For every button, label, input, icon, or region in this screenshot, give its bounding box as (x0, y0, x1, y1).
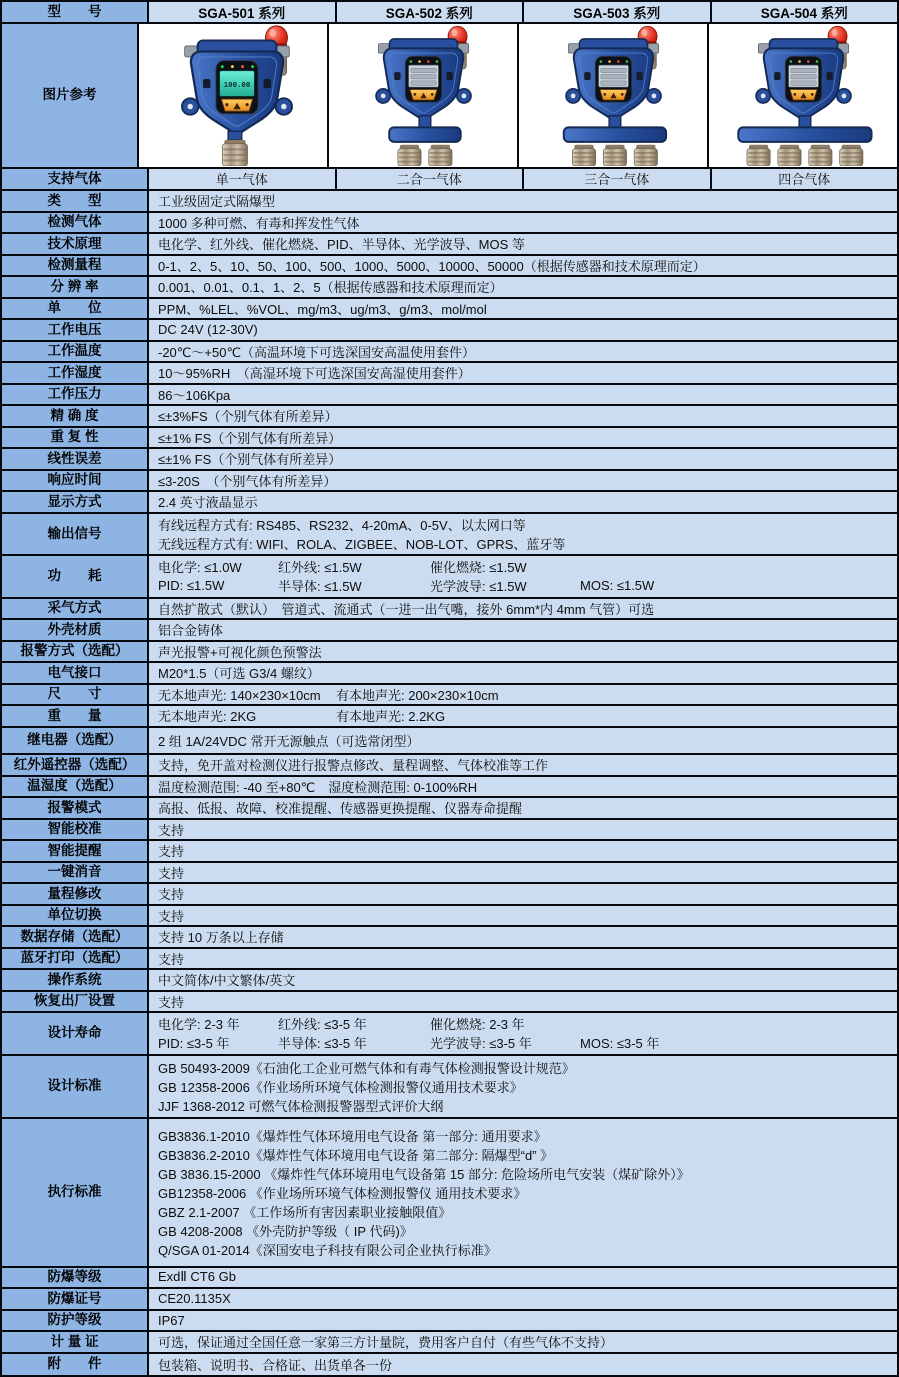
row-value: 支持 (149, 949, 897, 969)
design-standard-2: GB 12358-2006《作业场所环境气体检测报警仪通用技术要求》 (158, 1079, 523, 1095)
row-label: 计 量 证 (2, 1332, 149, 1352)
row-label: 蓝牙打印（选配） (2, 949, 149, 969)
power-semi: 半导体: ≤1.5W (278, 579, 362, 595)
row-value: 中文简体/中文繁体/英文 (149, 970, 897, 990)
dimensions-line (158, 685, 897, 704)
gas-type-sga-504: 四合气体 (712, 169, 898, 190)
row-label: 技术原理 (2, 234, 149, 254)
table-row-ip-rating (2, 1311, 897, 1333)
power-line-2 (158, 576, 897, 595)
table-row-accuracy (2, 406, 897, 428)
table-row-linearity (2, 449, 897, 471)
row-value: 包装箱、说明书、合格证、出货单各一份 (149, 1354, 897, 1376)
life-ec: 电化学: 2-3 年 (158, 1017, 240, 1033)
row-value: M20*1.5（可选 G3/4 螺纹） (149, 663, 897, 683)
table-row-accessories (2, 1354, 897, 1376)
table-row-ir-remote (2, 755, 897, 777)
power-pid: PID: ≤1.5W (158, 578, 225, 594)
row-label: 工作温度 (2, 342, 149, 362)
table-row-execution-standards (2, 1119, 897, 1268)
table-row-principle (2, 234, 897, 256)
power-cat: 催化燃烧: ≤1.5W (430, 560, 527, 576)
output-wired-line: 有线远程方式有: RS485、RS232、4-20mA、0-5V、以太网口等 (158, 517, 526, 533)
gas-type-sga-502: 二合一气体 (337, 169, 525, 190)
row-label: 检测气体 (2, 213, 149, 233)
row-value: ≤±3%FS（个别气体有所差异） (149, 406, 897, 426)
row-label: 设计标准 (2, 1056, 149, 1118)
power-line-1 (158, 557, 897, 576)
row-label: 单位切换 (2, 906, 149, 926)
table-row-temp-humidity (2, 777, 897, 799)
row-value: 可选，保证通过全国任意一家第三方计量院，费用客户自付（有些气体不支持） (149, 1332, 897, 1352)
row-label: 单 位 (2, 299, 149, 319)
row-label: 检测量程 (2, 256, 149, 276)
table-row-smart-reminder (2, 841, 897, 863)
row-label: 采气方式 (2, 599, 149, 619)
row-value: ≤±1% FS（个别气体有所差异） (149, 428, 897, 448)
model-header-label: 型 号 (2, 2, 149, 22)
model-name-sga-501: SGA-501 系列 (149, 2, 337, 22)
row-label: 防护等级 (2, 1311, 149, 1331)
table-row-alarm-mode-optional (2, 642, 897, 664)
table-row-factory-reset (2, 992, 897, 1014)
row-label: 电气接口 (2, 663, 149, 683)
power-optic: 光学波导: ≤1.5W (430, 579, 527, 595)
table-row-smart-calibration (2, 820, 897, 842)
life-optic: 光学波导: ≤3-5 年 (430, 1036, 532, 1052)
model-header-row (2, 2, 897, 24)
table-row-range (2, 256, 897, 278)
row-label: 防爆证号 (2, 1289, 149, 1309)
row-value (149, 1056, 897, 1118)
row-value: 支持，免开盖对检测仪进行报警点修改、量程调整、气体校准等工作 (149, 755, 897, 775)
table-row-range-modify (2, 884, 897, 906)
model-name-sga-504: SGA-504 系列 (712, 2, 898, 22)
table-row-design-standards (2, 1056, 897, 1120)
table-row-response-time (2, 471, 897, 493)
row-value: ≤3-20S （个别气体有所差异） (149, 471, 897, 491)
row-label: 执行标准 (2, 1119, 149, 1266)
design-standard-3: JJF 1368-2012 可燃气体检测报警器型式评价大纲 (158, 1098, 444, 1114)
row-value: DC 24V (12-30V) (149, 320, 897, 340)
row-value: -20℃～+50℃（高温环境下可选深国安高温使用套件） (149, 342, 897, 362)
row-label: 防爆等级 (2, 1268, 149, 1288)
row-label: 操作系统 (2, 970, 149, 990)
table-row-electrical-interface (2, 663, 897, 685)
row-label: 设计寿命 (2, 1013, 149, 1054)
row-value: 2 组 1A/24VDC 常开无源触点（可选常闭型） (149, 728, 897, 754)
table-row-detect-gas (2, 213, 897, 235)
row-label: 外壳材质 (2, 620, 149, 640)
gas-detector-image-sga-504 (709, 25, 897, 166)
svg-text:100.00: 100.00 (223, 79, 251, 89)
row-value: 10～95%RH （高湿环境下可选深国安高湿使用套件） (149, 363, 897, 383)
table-row-data-storage (2, 927, 897, 949)
image-reference-row (2, 24, 897, 169)
table-row-alarm-modes (2, 798, 897, 820)
row-value: 铝合金铸体 (149, 620, 897, 640)
table-row-os (2, 970, 897, 992)
table-row-weight (2, 706, 897, 728)
gas-detector-image-sga-501 (139, 25, 327, 166)
row-value (149, 1119, 897, 1266)
table-row-explosion-proof-cert (2, 1289, 897, 1311)
row-value: 支持 (149, 906, 897, 926)
table-row-design-life (2, 1013, 897, 1056)
exec-standard-7: Q/SGA 01-2014《深国安电子科技有限公司企业执行标准》 (158, 1242, 497, 1258)
row-value: 支持 (149, 820, 897, 840)
row-label: 智能提醒 (2, 841, 149, 861)
row-value: ExdⅡ CT6 Gb (149, 1268, 897, 1288)
gas-detector-image-sga-502 (329, 25, 517, 166)
table-row-work-pressure (2, 385, 897, 407)
supported-gas-label: 支持气体 (2, 169, 149, 190)
table-row-unit-switch (2, 906, 897, 928)
row-value: ≤±1% FS（个别气体有所差异） (149, 449, 897, 469)
table-row-power-consumption (2, 556, 897, 599)
row-value (149, 514, 897, 555)
row-label: 继电器（选配） (2, 728, 149, 754)
row-label: 一键消音 (2, 863, 149, 883)
row-label: 工作电压 (2, 320, 149, 340)
device-image-cell-1 (139, 24, 329, 167)
row-label: 输出信号 (2, 514, 149, 555)
table-row-one-key-mute (2, 863, 897, 885)
row-label: 量程修改 (2, 884, 149, 904)
power-ec: 电化学: ≤1.0W (158, 560, 242, 576)
image-reference-label: 图片参考 (2, 24, 139, 167)
design-standard-1: GB 50493-2009《石油化工企业可燃气体和有毒气体检测报警设计规范》 (158, 1060, 575, 1076)
row-value: 1000 多种可燃、有毒和挥发性气体 (149, 213, 897, 233)
row-label: 分 辨 率 (2, 277, 149, 297)
table-row-work-temp (2, 342, 897, 364)
weight-line (158, 706, 897, 725)
supported-gas-row (2, 169, 897, 192)
table-row-voltage (2, 320, 897, 342)
row-label: 显示方式 (2, 492, 149, 512)
weight-no-beacon: 无本地声光: 2KG (158, 709, 257, 725)
row-label: 类 型 (2, 191, 149, 211)
table-row-work-humidity (2, 363, 897, 385)
gas-type-sga-503: 三合一气体 (524, 169, 712, 190)
dim-with-beacon: 有本地声光: 200×230×10cm (336, 687, 499, 703)
row-label: 温湿度（选配） (2, 777, 149, 797)
life-cat: 催化燃烧: 2-3 年 (430, 1017, 525, 1033)
row-label: 工作湿度 (2, 363, 149, 383)
row-label: 重 量 (2, 706, 149, 726)
device-image-cell-3 (519, 24, 709, 167)
row-value: 声光报警+可视化颜色预警法 (149, 642, 897, 662)
device-image-cell-2 (329, 24, 519, 167)
row-value: 支持 (149, 863, 897, 883)
dim-no-beacon: 无本地声光: 140×230×10cm (158, 687, 321, 703)
row-label: 响应时间 (2, 471, 149, 491)
row-value: 高报、低报、故障、校准提醒、传感器更换提醒、仪器寿命提醒 (149, 798, 897, 818)
gas-type-sga-501: 单一气体 (149, 169, 337, 190)
exec-standard-2: GB3836.2-2010《爆炸性气体环境用电气设备 第二部分: 隔爆型“d” 》 (158, 1147, 554, 1163)
life-line-1 (158, 1014, 897, 1033)
exec-standard-4: GB12358-2006 《作业场所环境气体检测报警仪 通用技术要求》 (158, 1185, 527, 1201)
row-value: 支持 (149, 992, 897, 1012)
row-value: PPM、%LEL、%VOL、mg/m3、ug/m3、g/m3、mol/mol (149, 299, 897, 319)
device-image-cell-4 (709, 24, 897, 167)
row-value: 支持 10 万条以上存储 (149, 927, 897, 947)
row-value (149, 556, 897, 597)
row-label: 附 件 (2, 1354, 149, 1376)
row-value: 0.001、0.01、0.1、1、2、5（根据传感器和技术原理而定） (149, 277, 897, 297)
table-row-explosion-proof-grade (2, 1268, 897, 1290)
table-row-dimensions (2, 685, 897, 707)
row-value: 温度检测范围: -40 至+80℃ 湿度检测范围: 0-100%RH (149, 777, 897, 797)
row-value: 自然扩散式（默认） 管道式、流通式（一进一出气嘴，接外 6mm*内 4mm 气管）可选 (149, 599, 897, 619)
row-label: 恢复出厂设置 (2, 992, 149, 1012)
row-label: 报警模式 (2, 798, 149, 818)
life-mos: MOS: ≤3-5 年 (580, 1036, 660, 1052)
life-line-2 (158, 1033, 897, 1052)
row-label: 功 耗 (2, 556, 149, 597)
row-label: 红外遥控器（选配） (2, 755, 149, 775)
gas-detector-image-sga-503 (519, 25, 707, 166)
row-value (149, 1013, 897, 1054)
row-label: 精 确 度 (2, 406, 149, 426)
model-name-sga-503: SGA-503 系列 (524, 2, 712, 22)
exec-standard-1: GB3836.1-2010《爆炸性气体环境用电气设备 第一部分: 通用要求》 (158, 1128, 547, 1144)
row-label: 数据存储（选配） (2, 927, 149, 947)
row-value: 86～106Kpa (149, 385, 897, 405)
row-value: 工业级固定式隔爆型 (149, 191, 897, 211)
table-row-housing (2, 620, 897, 642)
exec-standard-3: GB 3836.15-2000 《爆炸性气体环境用电气设备第 15 部分: 危险场所电气安装（煤矿除外）》 (158, 1166, 690, 1182)
power-mos: MOS: ≤1.5W (580, 578, 655, 594)
row-value: 电化学、红外线、催化燃烧、PID、半导体、光学波导、MOS 等 (149, 234, 897, 254)
life-pid: PID: ≤3-5 年 (158, 1036, 230, 1052)
table-row-metrology-cert (2, 1332, 897, 1354)
life-ir: 红外线: ≤3-5 年 (278, 1017, 367, 1033)
table-row-type (2, 191, 897, 213)
row-label: 报警方式（选配） (2, 642, 149, 662)
row-label: 工作压力 (2, 385, 149, 405)
exec-standard-5: GBZ 2.1-2007 《工作场所有害因素职业接触限值》 (158, 1204, 452, 1220)
row-value: IP67 (149, 1311, 897, 1331)
table-row-sampling (2, 599, 897, 621)
table-row-display (2, 492, 897, 514)
row-value: CE20.1135X (149, 1289, 897, 1309)
table-row-bt-print (2, 949, 897, 971)
life-semi: 半导体: ≤3-5 年 (278, 1036, 367, 1052)
table-row-output-signal (2, 514, 897, 557)
row-value: 支持 (149, 841, 897, 861)
weight-with-beacon: 有本地声光: 2.2KG (336, 709, 446, 725)
table-row-relay (2, 728, 897, 756)
row-label: 智能校准 (2, 820, 149, 840)
table-row-unit (2, 299, 897, 321)
power-ir: 红外线: ≤1.5W (278, 560, 362, 576)
row-value: 支持 (149, 884, 897, 904)
row-value: 0-1、2、5、10、50、100、500、1000、5000、10000、50000（根据传感器和技术原理而定） (149, 256, 897, 276)
row-label: 尺 寸 (2, 685, 149, 705)
output-wireless-line: 无线远程方式有: WIFI、ROLA、ZIGBEE、NOB-LOT、GPRS、蓝牙等 (158, 536, 566, 552)
row-label: 线性误差 (2, 449, 149, 469)
table-row-resolution (2, 277, 897, 299)
row-label: 重 复 性 (2, 428, 149, 448)
table-row-repeatability (2, 428, 897, 450)
row-value (149, 706, 897, 726)
row-value (149, 685, 897, 705)
model-name-sga-502: SGA-502 系列 (337, 2, 525, 22)
row-value: 2.4 英寸液晶显示 (149, 492, 897, 512)
exec-standard-6: GB 4208-2008 《外壳防护等级（ IP 代码)》 (158, 1223, 413, 1239)
